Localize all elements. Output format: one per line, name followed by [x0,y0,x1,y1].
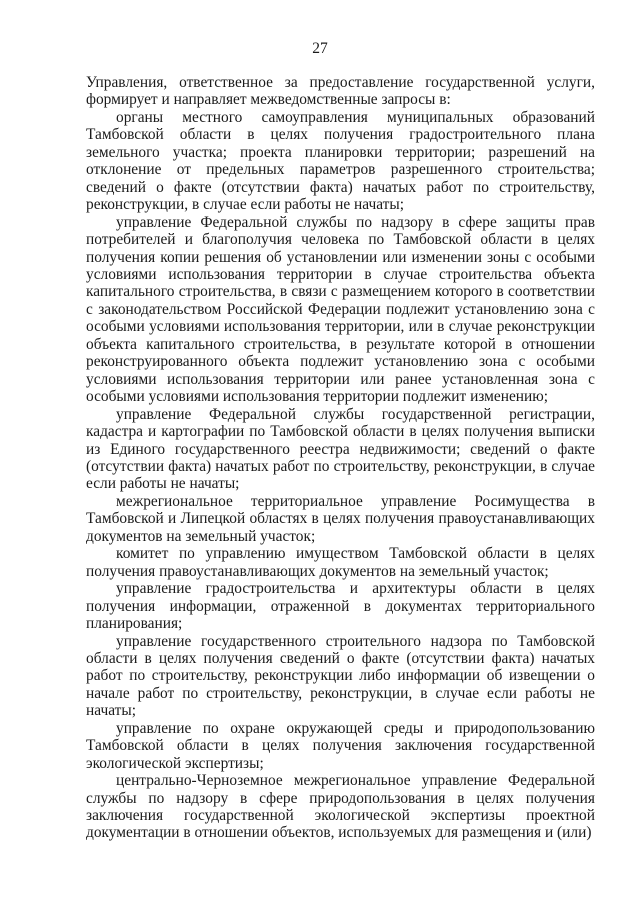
list-item-urban-planning: управление градостроительства и архитектуры области в целях получения информации, отраженной в документах территориального планирования; [86,580,595,633]
list-item-rosreestr: управление Федеральной службы государственной регистрации, кадастра и картографии по Тамбовской области в целях получения выписки из Единого государственного реестра недвижимости; сведений о факте (отсутствии факта) начатых работ по строительству, реконструкции, в случае если работы не начаты; [86,405,595,493]
list-item-construction-supervision: управление государственного строительного надзора по Тамбовской области в целях получения сведений о факте (отсутствии факта) начатых работ по строительству, реконструкции либо информации об извещении о начале работ по строительству, реконструкции, в случае если работы не начаты; [86,632,595,720]
list-item-rospotrebnadzor: управление Федеральной службы по надзору в сфере защиты прав потребителей и благополучия человека по Тамбовской области в целях получения копии решения об установлении или изменении зоны с особыми условиями использования территории в случае строительства объекта капитального строительства, в связи с размещением которого в соответствии с законодательством Российской Федерации подлежит установлению зона с особыми условиями использования территории, или в случае реконструкции объекта капитального строительства, в результате которой в отношении реконструированного объекта подлежит установлению зона с особыми условиями использования территории или ранее установленная зона с особыми условиями использования территории подлежит изменению; [86,213,595,406]
list-item-rosprirodnadzor: центрально-Черноземное межрегиональное управление Федеральной службы по надзору в сфере природопользования в целях получения заключения государственной экологической экспертизы проектной документации в отношении объектов, используемых для размещения и (или) [86,772,595,842]
list-item-property-committee: комитет по управлению имуществом Тамбовской области в целях получения правоустанавливающих документов на земельный участок; [86,545,595,580]
page-number: 27 [312,40,328,57]
document-body [86,74,595,842]
list-item-environment: управление по охране окружающей среды и природопользованию Тамбовской области в целях получения заключения государственной экологической экспертизы; [86,719,595,772]
paragraph-intro: Управления, ответственное за предоставление государственной услуги, формирует и направляет межведомственные запросы в: [86,74,595,109]
list-item-rosimushchestvo: межрегиональное территориальное управление Росимущества в Тамбовской и Липецкой областях в целях получения правоустанавливающих документов на земельный участок; [86,492,595,545]
list-item-local-government: органы местного самоуправления муниципальных образований Тамбовской области в целях получения градостроительного плана земельного участка; проекта планировки территории; разрешений на отклонение от предельных параметров разрешенного строительства; сведений о факте (отсутствии факта) начатых работ по строительству, реконструкции, в случае если работы не начаты; [86,108,595,214]
